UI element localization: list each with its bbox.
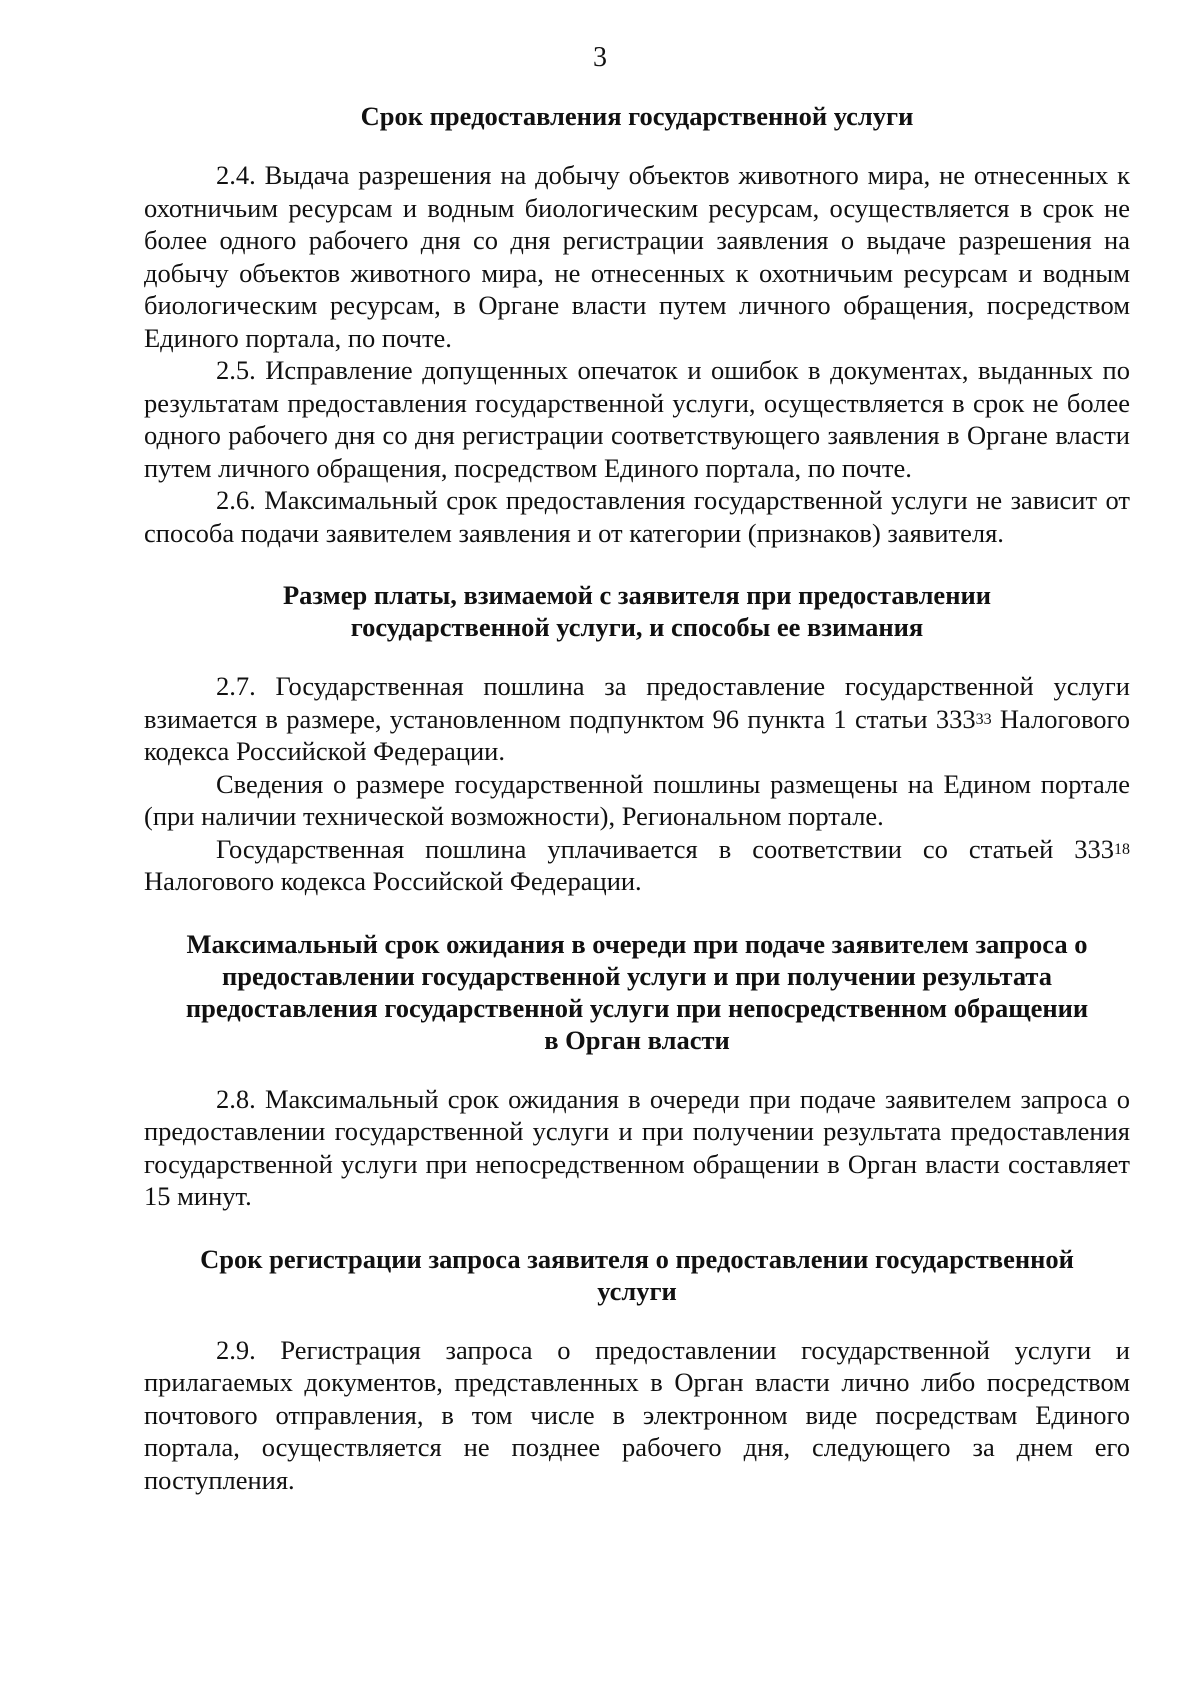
section-heading-fee — [144, 579, 1130, 643]
paragraph-text: Государственная пошлина уплачивается в соответствии со статьей 333 — [216, 833, 1114, 864]
paragraph-2-7 — [144, 670, 1130, 768]
paragraph-2-4: 2.4. Выдача разрешения на добычу объектов животного мира, не отнесенных к охотничьим ресурсам и водным биологическим ресурсам, осуществляется в срок не более одного рабочего дня со дня регистрации заявления о выдаче разрешения на добычу объектов животного мира, не отнесенных к охотничьим ресурсам и водным биологическим ресурсам, в Органе власти путем личного обращения, посредством Единого портала, по почте. — [144, 160, 1130, 353]
page-number: 3 — [593, 42, 607, 73]
spacer — [144, 1213, 1130, 1243]
spacer — [144, 643, 1130, 670]
superscript: 33 — [975, 710, 992, 728]
section-heading-term: Срок предоставления государственной услуги — [360, 101, 914, 131]
paragraph-2-6: 2.6. Максимальный срок предоставления государственной услуги не зависит от способа подачи заявителем заявления и от категории (признаков) заявителя. — [144, 485, 1130, 548]
section-heading-queue — [144, 928, 1130, 1056]
heading-line: предоставлении государственной услуги и при получении результата — [221, 960, 1052, 991]
paragraph-fee-payment — [144, 833, 1130, 898]
heading-line: государственной услуги, и способы ее взимания — [350, 612, 924, 642]
heading-line: Срок регистрации запроса заявителя о предоставлении государственной — [200, 1243, 1074, 1274]
heading-line: услуги — [597, 1275, 677, 1306]
paragraph-2-9: 2.9. Регистрация запроса о предоставлении государственной услуги и прилагаемых документов, представленных в Орган власти лично либо посредством почтового отправления, в том числе в электронном виде посредствам Единого портала, осуществляется не позднее рабочего дня, следующего за днем его поступления. — [144, 1334, 1130, 1495]
paragraph-2-8: 2.8. Максимальный срок ожидания в очереди при подаче заявителем запроса о предоставлении государственной услуги и при получении результата предоставления государственной услуги при непосредственном обращении в Орган власти составляет 15 минут. — [144, 1083, 1130, 1211]
paragraph-text: 2.7. Государственная пошлина за предоставление государственной услуги взимается в размере, установленном подпунктом 96 пункта 1 статьи 333 — [144, 671, 1130, 734]
paragraph-text: Налогового кодекса Российской Федерации. — [144, 703, 1131, 766]
heading-line: в Орган власти — [544, 1024, 730, 1055]
heading-line: Размер платы, взимаемой с заявителя при предоставлении — [282, 580, 992, 610]
spacer — [144, 132, 1130, 159]
paragraph-text: Налогового кодекса Российской Федерации. — [144, 866, 642, 896]
spacer — [144, 1307, 1130, 1334]
document-body — [144, 100, 1130, 1496]
paragraph-fee-info: Сведения о размере государственной пошлины размещены на Едином портале (при наличии технической возможности), Региональном портале. — [144, 768, 1130, 831]
heading-line: Максимальный срок ожидания в очереди при подаче заявителем запроса о — [186, 928, 1088, 959]
spacer — [144, 549, 1130, 579]
spacer — [144, 1056, 1130, 1083]
spacer — [144, 898, 1130, 928]
heading-line: предоставления государственной услуги при непосредственном обращении — [185, 992, 1089, 1023]
superscript: 18 — [1114, 840, 1130, 858]
section-heading-registration — [144, 1243, 1130, 1307]
paragraph-2-5: 2.5. Исправление допущенных опечаток и ошибок в документах, выданных по результатам предоставления государственной услуги, осуществляется в срок не более одного рабочего дня со дня регистрации соответствующего заявления в Органе власти путем личного обращения, посредством Единого портала, по почте. — [144, 355, 1130, 483]
